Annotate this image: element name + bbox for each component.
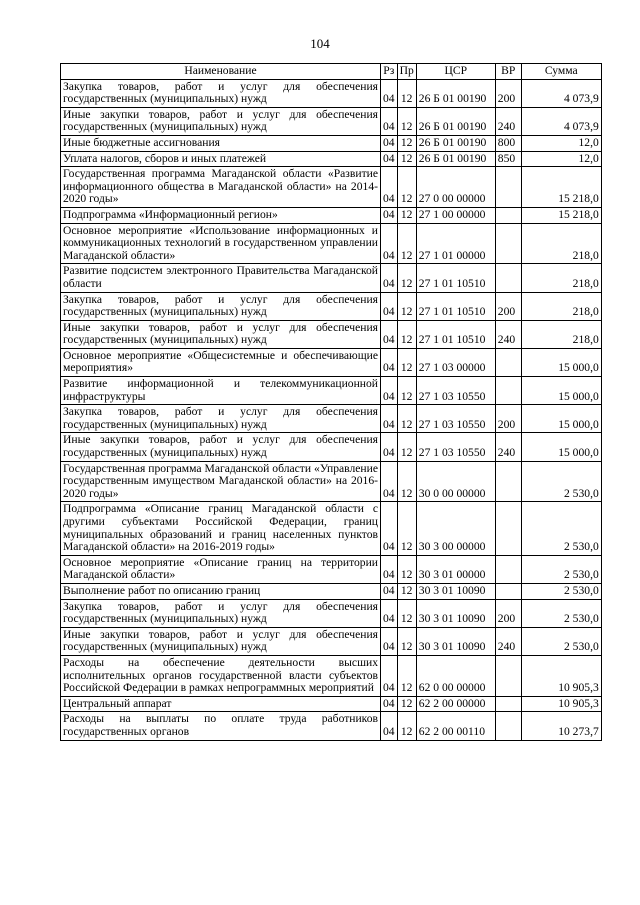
cell-name: Закупка товаров, работ и услуг для обеспечения государственных (муниципальных) нужд	[61, 292, 381, 320]
cell-sum: 2 530,0	[521, 599, 601, 627]
cell-rz: 04	[381, 627, 398, 655]
cell-vr	[495, 377, 521, 405]
cell-vr	[495, 712, 521, 740]
table-row	[61, 79, 602, 107]
cell-name: Развитие информационной и телекоммуникационной инфраструктуры	[61, 377, 381, 405]
cell-rz: 04	[381, 167, 398, 208]
cell-sum: 15 218,0	[521, 167, 601, 208]
cell-rz: 04	[381, 348, 398, 376]
table-row	[61, 167, 602, 208]
cell-name: Государственная программа Магаданской области «Управление государственным имуществом Магаданской области» на 2016-2020 годы»	[61, 461, 381, 502]
cell-vr: 240	[495, 433, 521, 461]
cell-pr: 12	[397, 555, 416, 583]
cell-csr: 27 1 03 10550	[416, 377, 495, 405]
table-row	[61, 696, 602, 712]
table-row	[61, 320, 602, 348]
cell-vr	[495, 655, 521, 696]
cell-pr: 12	[397, 627, 416, 655]
cell-csr: 30 3 01 00000	[416, 555, 495, 583]
cell-name: Подпрограмма «Описание границ Магаданской области с другими субъектами Российской Федерации, границ муниципальных образований и границ населенных пунктов Магаданской области» на 2016-2019 годы»	[61, 502, 381, 555]
cell-name: Иные закупки товаров, работ и услуг для обеспечения государственных (муниципальных) нужд	[61, 320, 381, 348]
cell-csr: 30 3 01 10090	[416, 627, 495, 655]
cell-sum: 15 000,0	[521, 405, 601, 433]
cell-sum: 15 000,0	[521, 377, 601, 405]
cell-sum: 10 905,3	[521, 696, 601, 712]
cell-csr: 27 1 00 00000	[416, 207, 495, 223]
cell-name: Закупка товаров, работ и услуг для обеспечения государственных (муниципальных) нужд	[61, 405, 381, 433]
cell-rz: 04	[381, 461, 398, 502]
cell-pr: 12	[397, 207, 416, 223]
cell-pr: 12	[397, 167, 416, 208]
cell-csr: 62 2 00 00000	[416, 696, 495, 712]
cell-pr: 12	[397, 151, 416, 167]
cell-csr: 27 1 03 10550	[416, 433, 495, 461]
table-row	[61, 655, 602, 696]
cell-vr: 850	[495, 151, 521, 167]
cell-pr: 12	[397, 405, 416, 433]
table-row	[61, 599, 602, 627]
cell-csr: 26 Б 01 00190	[416, 79, 495, 107]
table-row	[61, 405, 602, 433]
cell-rz: 04	[381, 135, 398, 151]
cell-vr	[495, 502, 521, 555]
cell-vr: 240	[495, 320, 521, 348]
header-sum: Сумма	[521, 64, 601, 80]
cell-csr: 26 Б 01 00190	[416, 135, 495, 151]
cell-name: Расходы на выплаты по оплате труда работников государственных органов	[61, 712, 381, 740]
cell-name: Закупка товаров, работ и услуг для обеспечения государственных (муниципальных) нужд	[61, 599, 381, 627]
cell-sum: 218,0	[521, 264, 601, 292]
cell-vr: 200	[495, 405, 521, 433]
cell-rz: 04	[381, 79, 398, 107]
cell-csr: 27 1 01 10510	[416, 320, 495, 348]
cell-csr: 26 Б 01 00190	[416, 107, 495, 135]
table-row	[61, 348, 602, 376]
cell-name: Основное мероприятие «Описание границ на территории Магаданской области»	[61, 555, 381, 583]
cell-rz: 04	[381, 223, 398, 264]
table-row	[61, 207, 602, 223]
table-row	[61, 151, 602, 167]
cell-name: Расходы на обеспечение деятельности высших исполнительных органов государственной власти субъектов Российской Федерации в рамках непрограммных мероприятий	[61, 655, 381, 696]
cell-rz: 04	[381, 377, 398, 405]
cell-pr: 12	[397, 655, 416, 696]
cell-pr: 12	[397, 264, 416, 292]
cell-name: Основное мероприятие «Общесистемные и обеспечивающие мероприятия»	[61, 348, 381, 376]
cell-sum: 218,0	[521, 320, 601, 348]
cell-name: Подпрограмма «Информационный регион»	[61, 207, 381, 223]
cell-pr: 12	[397, 135, 416, 151]
table-row	[61, 583, 602, 599]
page-number: 104	[310, 36, 330, 51]
cell-rz: 04	[381, 433, 398, 461]
header-rz: Рз	[381, 64, 398, 80]
cell-name: Центральный аппарат	[61, 696, 381, 712]
cell-vr	[495, 264, 521, 292]
table-row	[61, 107, 602, 135]
cell-sum: 2 530,0	[521, 583, 601, 599]
cell-rz: 04	[381, 107, 398, 135]
cell-sum: 2 530,0	[521, 555, 601, 583]
cell-rz: 04	[381, 555, 398, 583]
cell-sum: 2 530,0	[521, 627, 601, 655]
cell-csr: 62 0 00 00000	[416, 655, 495, 696]
cell-name: Иные закупки товаров, работ и услуг для обеспечения государственных (муниципальных) нужд	[61, 627, 381, 655]
table-row	[61, 135, 602, 151]
cell-rz: 04	[381, 264, 398, 292]
table-row	[61, 555, 602, 583]
table-row	[61, 712, 602, 740]
header-vr: ВР	[495, 64, 521, 80]
cell-pr: 12	[397, 712, 416, 740]
table-header-row	[61, 64, 602, 80]
cell-sum: 10 273,7	[521, 712, 601, 740]
cell-vr	[495, 348, 521, 376]
cell-rz: 04	[381, 320, 398, 348]
cell-sum: 15 218,0	[521, 207, 601, 223]
cell-csr: 62 2 00 00110	[416, 712, 495, 740]
cell-name: Уплата налогов, сборов и иных платежей	[61, 151, 381, 167]
table-row	[61, 461, 602, 502]
cell-sum: 12,0	[521, 135, 601, 151]
cell-sum: 2 530,0	[521, 461, 601, 502]
cell-sum: 218,0	[521, 292, 601, 320]
cell-pr: 12	[397, 107, 416, 135]
cell-name: Государственная программа Магаданской области «Развитие информационного общества в Магаданской области» на 2014-2020 годы»	[61, 167, 381, 208]
cell-csr: 27 0 00 00000	[416, 167, 495, 208]
cell-csr: 30 0 00 00000	[416, 461, 495, 502]
header-csr: ЦСР	[416, 64, 495, 80]
cell-name: Иные закупки товаров, работ и услуг для обеспечения государственных (муниципальных) нужд	[61, 107, 381, 135]
cell-name: Иные закупки товаров, работ и услуг для обеспечения государственных (муниципальных) нужд	[61, 433, 381, 461]
cell-name: Развитие подсистем электронного Правительства Магаданской области	[61, 264, 381, 292]
cell-vr: 240	[495, 107, 521, 135]
cell-pr: 12	[397, 223, 416, 264]
cell-pr: 12	[397, 433, 416, 461]
cell-pr: 12	[397, 502, 416, 555]
cell-rz: 04	[381, 207, 398, 223]
cell-sum: 15 000,0	[521, 348, 601, 376]
cell-vr: 800	[495, 135, 521, 151]
cell-csr: 27 1 01 10510	[416, 264, 495, 292]
cell-rz: 04	[381, 655, 398, 696]
cell-vr	[495, 207, 521, 223]
cell-pr: 12	[397, 79, 416, 107]
table-row	[61, 292, 602, 320]
cell-csr: 26 Б 01 00190	[416, 151, 495, 167]
cell-csr: 27 1 01 10510	[416, 292, 495, 320]
cell-csr: 30 3 01 10090	[416, 583, 495, 599]
cell-pr: 12	[397, 461, 416, 502]
cell-csr: 27 1 01 00000	[416, 223, 495, 264]
cell-vr: 240	[495, 627, 521, 655]
cell-csr: 30 3 01 10090	[416, 599, 495, 627]
cell-sum: 15 000,0	[521, 433, 601, 461]
table-row	[61, 433, 602, 461]
cell-name: Иные бюджетные ассигнования	[61, 135, 381, 151]
cell-rz: 04	[381, 696, 398, 712]
cell-pr: 12	[397, 348, 416, 376]
cell-pr: 12	[397, 599, 416, 627]
cell-csr: 30 3 00 00000	[416, 502, 495, 555]
cell-sum: 12,0	[521, 151, 601, 167]
cell-sum: 4 073,9	[521, 79, 601, 107]
table-row	[61, 223, 602, 264]
cell-pr: 12	[397, 377, 416, 405]
cell-rz: 04	[381, 712, 398, 740]
cell-pr: 12	[397, 696, 416, 712]
cell-vr	[495, 223, 521, 264]
cell-vr: 200	[495, 599, 521, 627]
cell-rz: 04	[381, 599, 398, 627]
cell-name: Выполнение работ по описанию границ	[61, 583, 381, 599]
header-pr: Пр	[397, 64, 416, 80]
cell-vr	[495, 583, 521, 599]
cell-vr	[495, 696, 521, 712]
cell-name: Закупка товаров, работ и услуг для обеспечения государственных (муниципальных) нужд	[61, 79, 381, 107]
cell-sum: 2 530,0	[521, 502, 601, 555]
cell-csr: 27 1 03 10550	[416, 405, 495, 433]
cell-rz: 04	[381, 583, 398, 599]
cell-rz: 04	[381, 405, 398, 433]
cell-sum: 10 905,3	[521, 655, 601, 696]
cell-csr: 27 1 03 00000	[416, 348, 495, 376]
cell-vr: 200	[495, 292, 521, 320]
cell-rz: 04	[381, 502, 398, 555]
table-row	[61, 377, 602, 405]
budget-table	[60, 63, 602, 741]
table-row	[61, 264, 602, 292]
cell-name: Основное мероприятие «Использование информационных и коммуникационных технологий в государственном управлении Магаданской области»	[61, 223, 381, 264]
cell-pr: 12	[397, 320, 416, 348]
cell-vr	[495, 461, 521, 502]
cell-rz: 04	[381, 292, 398, 320]
cell-vr	[495, 167, 521, 208]
cell-pr: 12	[397, 583, 416, 599]
cell-sum: 218,0	[521, 223, 601, 264]
cell-vr	[495, 555, 521, 583]
cell-rz: 04	[381, 151, 398, 167]
cell-sum: 4 073,9	[521, 107, 601, 135]
cell-vr: 200	[495, 79, 521, 107]
cell-pr: 12	[397, 292, 416, 320]
table-row	[61, 627, 602, 655]
table-row	[61, 502, 602, 555]
header-name: Наименование	[61, 64, 381, 80]
